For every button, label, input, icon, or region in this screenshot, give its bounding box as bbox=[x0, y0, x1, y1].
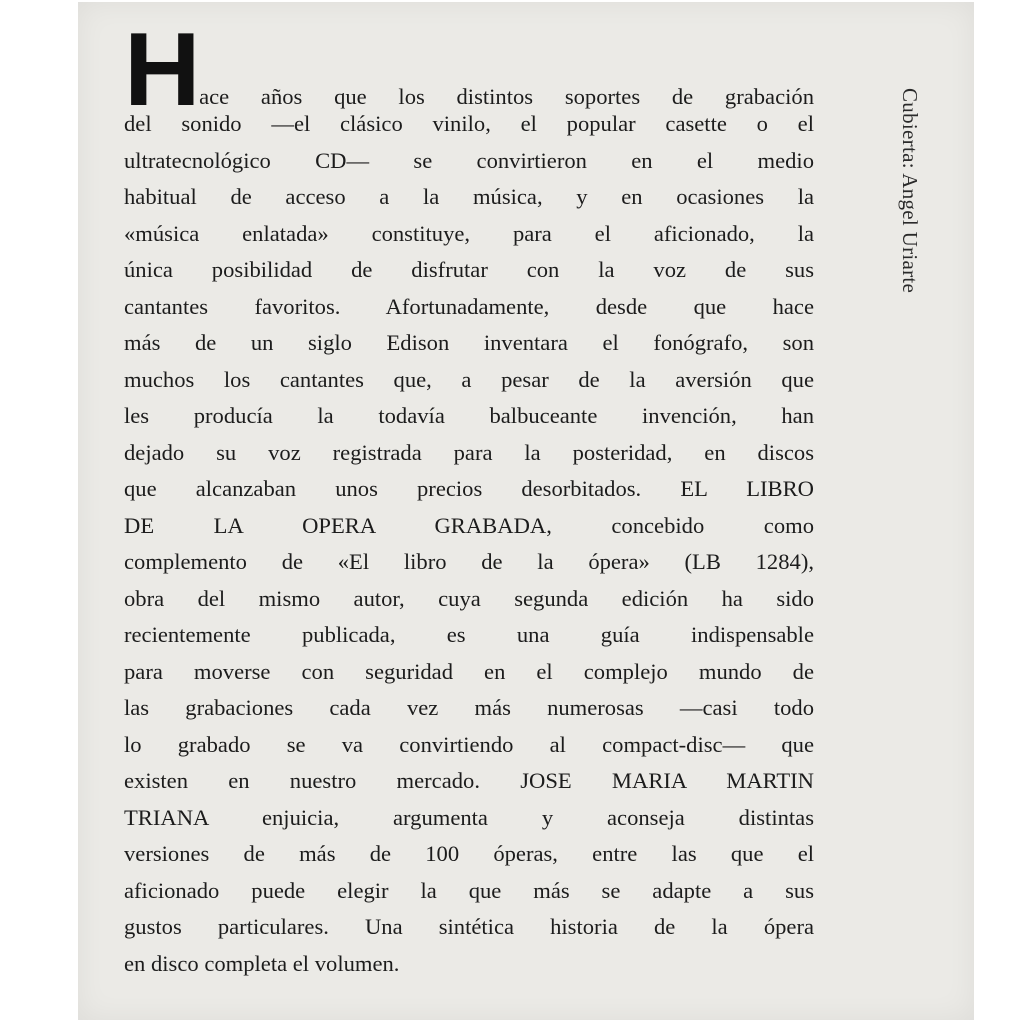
blurb-line: TRIANA enjuicia, argumenta y aconseja distintas bbox=[124, 804, 814, 830]
blurb-line: les producía la todavía balbuceante invención, han bbox=[124, 403, 814, 428]
blurb-line: en disco completa el volumen. bbox=[124, 950, 400, 976]
blurb-line: «música enlatada» constituye, para el aficionado, la bbox=[124, 220, 814, 246]
blurb-line: habitual de acceso a la música, y en ocasiones la bbox=[124, 184, 814, 209]
blurb-line: ace años que los distintos soportes de grabación bbox=[199, 84, 814, 109]
cover-credit: Cubierta: Angel Uriarte bbox=[898, 88, 922, 294]
blurb-line: existen en nuestro mercado. JOSE MARIA MARTIN bbox=[124, 768, 814, 793]
blurb-line: ultratecnológico CD— se convirtieron en el medio bbox=[124, 147, 814, 173]
drop-cap: H bbox=[124, 12, 199, 128]
blurb-line: que alcanzaban unos precios desorbitados. EL LIBRO bbox=[124, 476, 814, 501]
blurb-line: recientemente publicada, es una guía indispensable bbox=[124, 622, 814, 647]
blurb-line: para moverse con seguridad en el complejo mundo de bbox=[124, 658, 814, 684]
blurb-line: complemento de «El libro de la ópera» (LB 1284), bbox=[124, 549, 814, 574]
blurb-line: lo grabado se va convirtiendo al compact-disc— que bbox=[124, 731, 814, 757]
blurb-line: muchos los cantantes que, a pesar de la aversión que bbox=[124, 366, 814, 392]
blurb-line: cantantes favoritos. Afortunadamente, desde que hace bbox=[124, 293, 814, 319]
blurb-line: versiones de más de 100 óperas, entre las que el bbox=[124, 841, 814, 866]
blurb-line: las grabaciones cada vez más numerosas —casi todo bbox=[124, 695, 814, 720]
blurb-line: dejado su voz registrada para la posteridad, en discos bbox=[124, 439, 814, 465]
blurb-line: DE LA OPERA GRABADA, concebido como bbox=[124, 512, 814, 538]
blurb-line: del sonido —el clásico vinilo, el popular casette o el bbox=[124, 111, 814, 136]
blurb-line: más de un siglo Edison inventara el fonógrafo, son bbox=[124, 330, 814, 355]
blurb-line: gustos particulares. Una sintética historia de la ópera bbox=[124, 914, 814, 939]
blurb-line: aficionado puede elegir la que más se adapte a sus bbox=[124, 877, 814, 903]
blurb-line: obra del mismo autor, cuya segunda edición ha sido bbox=[124, 585, 814, 611]
cover-blurb bbox=[124, 12, 814, 982]
blurb-line: única posibilidad de disfrutar con la voz de sus bbox=[124, 257, 814, 282]
